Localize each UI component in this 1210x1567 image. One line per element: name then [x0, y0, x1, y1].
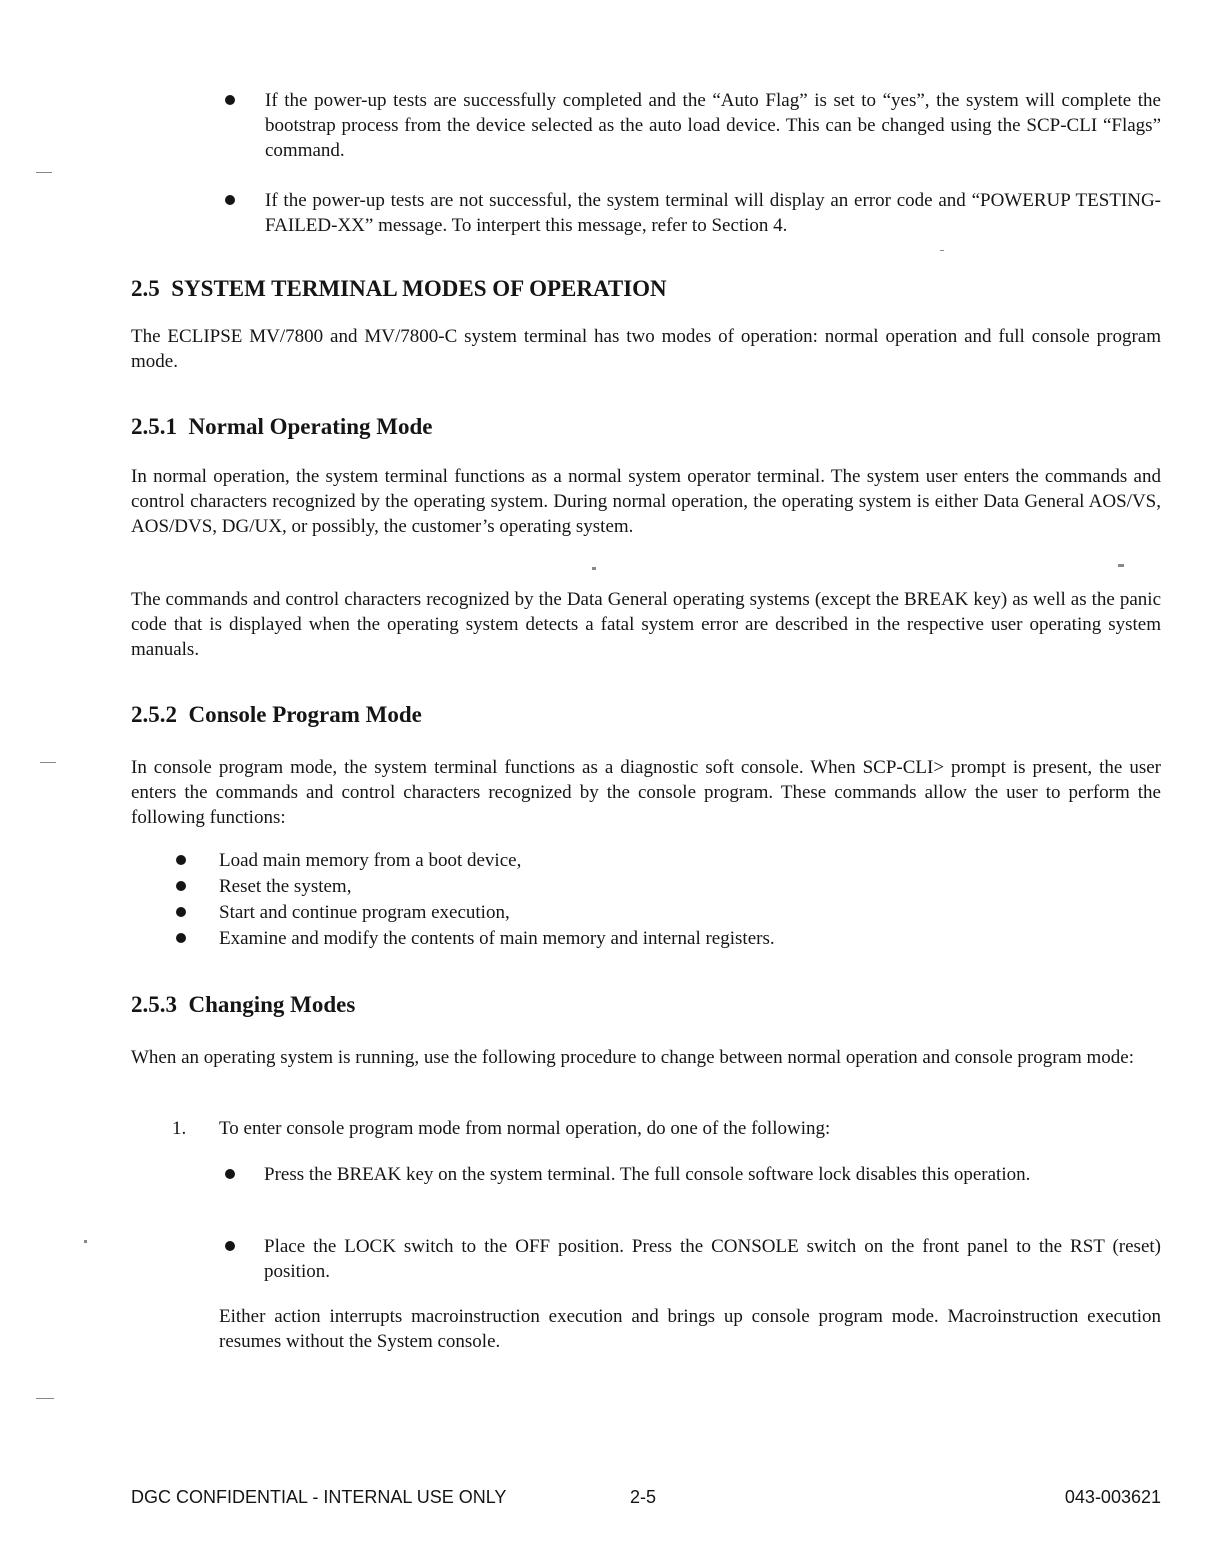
section-number: 2.5.2	[131, 702, 177, 727]
bullet-dot	[225, 1241, 235, 1251]
bullet-dot	[225, 195, 235, 205]
closing-paragraph: Either action interrupts macroinstruction execution and brings up console program mode. Macroinstruction execution resumes without the System console.	[219, 1306, 1161, 1352]
section-2-5-2-body: In console program mode, the system terminal functions as a diagnostic soft console. When SCP-CLI> prompt is present, the user enters the commands and control characters recognized by the console program. These commands allow the user to perform the following functions:	[131, 757, 1161, 828]
section-title: Normal Operating Mode	[188, 414, 433, 439]
page-footer	[131, 1487, 1161, 1511]
scan-speck	[40, 762, 56, 763]
section-title: SYSTEM TERMINAL MODES OF OPERATION	[171, 276, 667, 301]
option-bullet-2	[225, 1234, 1161, 1284]
step-number: 1.	[172, 1118, 187, 1139]
document-number: 043-003621	[1064, 1487, 1161, 1507]
section-2-5-body: The ECLIPSE MV/7800 and MV/7800-C system terminal has two modes of operation: normal operation and full console program mode.	[131, 326, 1161, 372]
section-number: 2.5	[131, 276, 160, 301]
bullet-dot	[176, 907, 186, 917]
section-2-5-1-heading	[131, 413, 433, 441]
bullet-dot	[176, 881, 186, 891]
section-2-5-1-para-2: The commands and control characters recognized by the Data General operating systems (except the BREAK key) as well as the panic code that is displayed when the operating system detects a fatal system error are described in the respective user operating system manuals.	[131, 589, 1161, 660]
section-title: Changing Modes	[188, 992, 356, 1017]
scan-speck	[592, 567, 596, 570]
section-2-5-3-body: When an operating system is running, use the following procedure to change between normal operation and console program mode:	[131, 1047, 1135, 1068]
scan-speck	[36, 172, 52, 173]
page-number: 2-5	[630, 1487, 657, 1507]
top-bullet-1-text: If the power-up tests are successfully completed and the “Auto Flag” is set to “yes”, the system will complete the bootstrap process from the device selected as the auto load device. This can be changed using the SCP-CLI “Flags” command.	[265, 90, 1161, 161]
section-number: 2.5.3	[131, 992, 177, 1017]
section-title: Console Program Mode	[188, 702, 422, 727]
section-2-5-1-para-1: In normal operation, the system terminal functions as a normal system operator terminal. The system user enters the commands and control characters recognized by the operating system. During normal operation, the operating system is either Data General AOS/VS, AOS/DVS, DG/UX, or possibly, the customer’s operating system.	[131, 466, 1161, 537]
section-2-5-2-heading	[131, 701, 422, 729]
scan-speck	[84, 1240, 87, 1243]
top-bullet-2-text: If the power-up tests are not successful, the system terminal will display an error code and “POWERUP TESTING-FAILED-XX” message. To interpert this message, refer to Section 4.	[265, 190, 1161, 236]
function-item-text: Examine and modify the contents of main memory and internal registers.	[219, 928, 775, 949]
option-bullet-1-text: Press the BREAK key on the system terminal. The full console software lock disables this operation.	[264, 1164, 1031, 1185]
section-number: 2.5.1	[131, 414, 177, 439]
scan-speck	[940, 250, 944, 251]
bullet-dot	[176, 855, 186, 865]
section-2-5-heading	[131, 275, 667, 303]
scan-speck	[1118, 564, 1124, 567]
bullet-dot	[225, 1169, 235, 1179]
top-bullet-1	[225, 88, 1161, 163]
top-bullet-2	[225, 188, 1161, 238]
function-item-text: Reset the system,	[219, 876, 352, 897]
function-item-text: Start and continue program execution,	[219, 902, 510, 923]
option-bullet-2-text: Place the LOCK switch to the OFF position. Press the CONSOLE switch on the front panel to the RST (reset) position.	[264, 1236, 1161, 1282]
bullet-dot	[225, 95, 235, 105]
footer-confidential: DGC CONFIDENTIAL - INTERNAL USE ONLY	[131, 1487, 507, 1507]
step-text: To enter console program mode from normal operation, do one of the following:	[219, 1118, 831, 1139]
scan-speck	[36, 1398, 54, 1399]
option-bullet-1	[225, 1162, 1161, 1187]
section-2-5-3-heading	[131, 991, 355, 1019]
bullet-dot	[176, 933, 186, 943]
function-item-text: Load main memory from a boot device,	[219, 850, 522, 871]
